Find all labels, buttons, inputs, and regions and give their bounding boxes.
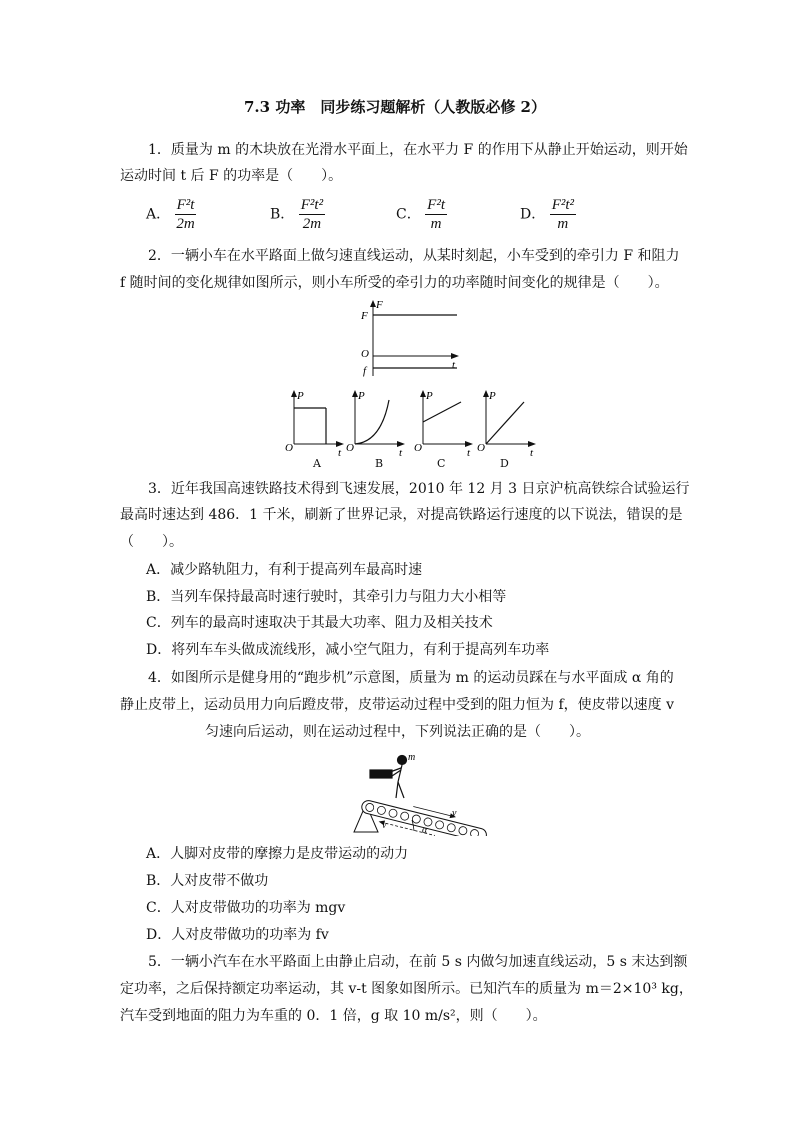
q3-option-d: D．将列车车头做成流线形，减小空气阻力，有利于提高列车功率 [146, 642, 550, 658]
q1-option-b [270, 196, 325, 233]
q2-graph-c-y: P [426, 390, 433, 402]
q2-force-graph [355, 298, 465, 380]
q2-graph-d-x: t [530, 447, 534, 458]
q1-option-d [520, 196, 576, 233]
q2-graph-b-x: t [399, 447, 403, 458]
q2-graph-c-x: t [467, 447, 471, 458]
q1-option-c-fraction [425, 196, 447, 233]
q4-treadmill-figure [352, 750, 502, 836]
q5-line3: 汽车受到地面的阻力为车重的 0．1 倍，g 取 10 m/s²，则（ ）。 [120, 1008, 547, 1024]
q2-force-graph-y-label: F [376, 299, 383, 311]
q5-line2: 定功率，之后保持额定功率运动，其 v-t 图象如图所示。已知汽车的质量为 m＝2×10³ kg， [120, 981, 693, 997]
q3-line3: （ ）。 [120, 534, 183, 550]
q2-graph-b-label: B [375, 457, 384, 470]
q2-force-graph-friction-label: f [363, 365, 367, 377]
q2-graph-c-label: C [437, 457, 446, 470]
q4-option-d: D．人对皮带做功的功率为 fv [146, 927, 329, 943]
page-title: 7.3 功率 同步练习题解析（人教版必修 2） [244, 98, 546, 116]
q2-graph-a-y: P [297, 390, 304, 402]
q1-option-c [396, 196, 447, 233]
q2-graph-c-origin: O [414, 442, 422, 454]
q1-option-a-label: A． [146, 206, 171, 223]
q3-line1: 3．近年我国高速铁路技术得到飞速发展，2010 年 12 月 3 日京沪杭高铁综合试验运行 [148, 481, 690, 497]
q1-option-a-den: 2m [176, 216, 195, 232]
q2-graph-a-origin: O [285, 442, 293, 454]
q4-angle-label: α [422, 825, 428, 836]
q4-line3: 匀速向后运动，则在运动过程中，下列说法正确的是（ ）。 [205, 724, 590, 740]
q1-option-a-num: F²t [176, 197, 195, 213]
q1-option-c-label: C． [396, 206, 421, 223]
q2-graph-d-label: D [500, 457, 509, 470]
q4-option-a: A．人脚对皮带的摩擦力是皮带运动的动力 [146, 846, 409, 862]
q1-line1: 1．质量为 m 的木块放在光滑水平面上，在水平力 F 的作用下从静止开始运动，则开始 [148, 142, 688, 158]
q4-mass-label: m [408, 752, 416, 763]
q1-option-d-fraction [550, 196, 576, 233]
q2-line1: 2．一辆小车在水平路面上做匀速直线运动，从某时刻起，小车受到的牵引力 F 和阻力 [148, 248, 680, 264]
q2-graph-c [413, 388, 475, 458]
q2-graph-a-label: A [313, 457, 321, 470]
q2-force-graph-force-label: F [361, 310, 368, 322]
q1-option-b-num: F²t² [300, 197, 324, 213]
q2-graph-b-origin: O [346, 442, 354, 454]
q4-v-top-label: v [452, 808, 457, 819]
q1-option-d-label: D． [520, 206, 546, 223]
q2-graph-a [284, 388, 346, 458]
q4-option-c: C．人对皮带做功的功率为 mgv [146, 900, 346, 916]
q4-line1: 4．如图所示是健身用的“跑步机”示意图，质量为 m 的运动员踩在与水平面成 α 角的 [148, 670, 674, 686]
q1-option-a [146, 196, 196, 233]
q2-graph-d-y: P [489, 390, 496, 402]
q1-option-b-label: B． [270, 206, 295, 223]
q1-option-b-den: 2m [302, 216, 322, 232]
q2-graph-b-y: P [358, 390, 365, 402]
q3-line2: 最高时速达到 486．1 千米，刷新了世界记录，对提高铁路运行速度的以下说法，错误的是 [120, 507, 683, 523]
q1-line2: 运动时间 t 后 F 的功率是（ ）。 [120, 168, 343, 184]
q1-option-d-den: m [557, 216, 569, 232]
q2-graph-b [345, 388, 407, 458]
q1-option-c-den: m [430, 216, 442, 232]
q1-option-d-num: F²t² [551, 197, 575, 213]
q1-option-a-fraction [175, 196, 197, 233]
q2-force-graph-origin: O [361, 348, 369, 360]
q4-runner [370, 756, 407, 799]
q2-graph-d [476, 388, 538, 458]
q4-option-b: B．人对皮带不做功 [146, 873, 269, 889]
q2-force-graph-x-label: t [452, 359, 456, 371]
q2-graph-d-origin: O [477, 442, 485, 454]
q1-option-c-num: F²t [427, 197, 445, 213]
q3-option-a: A．减少路轨阻力，有利于提高列车最高时速 [146, 562, 423, 578]
q2-line2: f 随时间的变化规律如图所示，则小车所受的牵引力的功率随时间变化的规律是（ ）。 [120, 275, 669, 291]
q4-line2: 静止皮带上，运动员用力向后蹬皮带，皮带运动过程中受到的阻力恒为 f，使皮带以速度 v [120, 697, 674, 713]
q3-option-b: B．当列车保持最高时速行驶时，其牵引力与阻力大小相等 [146, 589, 507, 605]
q5-line1: 5．一辆小汽车在水平路面上由静止启动，在前 5 s 内做匀加速直线运动，5 s 末达到额 [148, 954, 688, 970]
q1-option-b-fraction [299, 196, 325, 233]
q2-graph-a-x: t [338, 447, 342, 458]
q4-v-left-label: v [382, 820, 387, 831]
q3-option-c: C．列车的最高时速取决于其最大功率、阻力及相关技术 [146, 615, 493, 631]
